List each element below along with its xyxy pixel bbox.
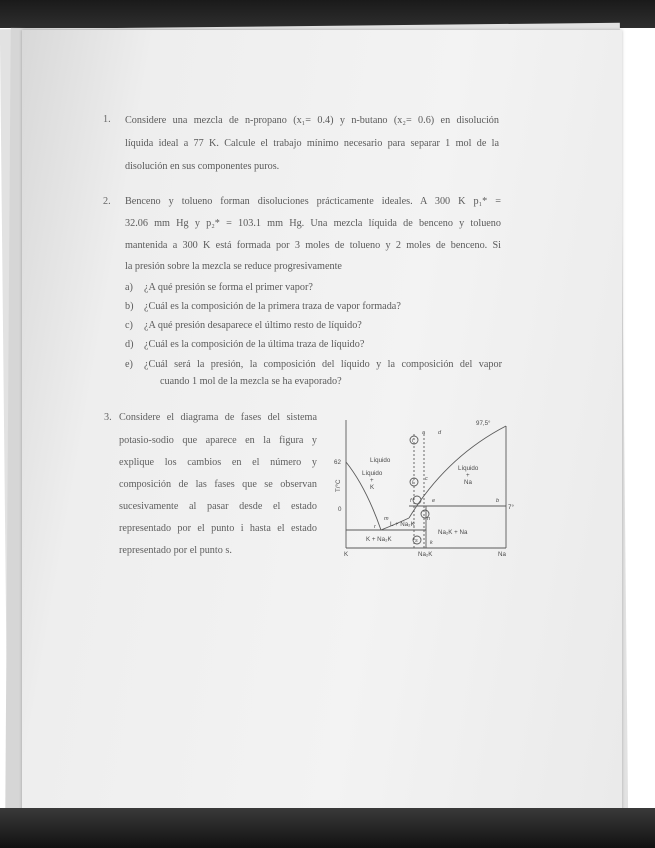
problem-text-line: representado por el punto i hasta el estado (119, 523, 317, 534)
problem-number: 1. (103, 114, 111, 125)
point-label: n (427, 516, 431, 522)
point-label: b (496, 498, 500, 504)
point-label: c (425, 476, 428, 482)
item-label: c) (125, 320, 133, 331)
y-axis-label: T/°C (335, 479, 342, 492)
item-label: a) (125, 282, 133, 293)
item-label: d) (125, 339, 134, 350)
point-label: l (412, 480, 414, 486)
temp-label-zero: 0 (338, 506, 342, 513)
temp-label-peritectic: 7° (508, 504, 514, 511)
region-l-na2k: L + Na₂K (390, 521, 415, 528)
region-k-na2k: K + Na₂K (366, 536, 392, 543)
problem-text-line: explique los cambios en el número y (119, 457, 317, 468)
phase-diagram (326, 412, 516, 562)
problem-text-line: la presión sobre la mezcla se reduce progresivamente (125, 261, 342, 272)
x-label-k: K (344, 551, 349, 558)
point-label: r (374, 524, 376, 530)
item-text: ¿Cuál es la composición de la última traza de líquido? (144, 339, 365, 350)
point-label: k (430, 540, 433, 546)
temp-label-k: 62 (334, 459, 341, 466)
problem-text-line: disolución en sus componentes puros. (125, 161, 280, 172)
x-label-na2k: Na₂K (418, 551, 433, 558)
point-label: e (432, 498, 436, 504)
problem-text-line: 32.06 mm Hg y p₂* = 103.1 mm Hg. Una mezcla líquida de benceno y tolueno (125, 218, 501, 229)
region-liquid: Líquido (370, 457, 391, 464)
region-na2k-na: Na₂K + Na (438, 529, 468, 536)
region-liquid-k-line3: K (370, 484, 375, 491)
item-text: ¿Cuál será la presión, la composición del líquido y la composición del vapor (144, 359, 502, 370)
item-label: b) (125, 301, 134, 312)
region-liquid-k-line1: Líquido (362, 470, 383, 477)
x-label-na: Na (498, 551, 506, 558)
region-liquid-k-line2: + (370, 477, 374, 484)
problem-number: 2. (103, 196, 111, 207)
item-label: e) (125, 359, 133, 370)
liquidus-na-branch (409, 426, 506, 518)
item-text: ¿Cuál es la composición de la primera traza de vapor formada? (144, 301, 401, 312)
problem-text-line: Considere el diagrama de fases del sistema (119, 412, 317, 423)
region-liquid-na-line3: Na (464, 479, 472, 486)
item-text: ¿A qué presión desaparece el último resto de líquido? (144, 320, 362, 331)
problem-text-line: mantenida a 300 K está formada por 3 moles de tolueno y 2 moles de benceno. Si (125, 240, 501, 251)
temp-label-na: 97,5° (476, 420, 491, 427)
point-label: i (412, 438, 414, 444)
region-liquid-na-line2: + (466, 472, 470, 479)
point-label: m (384, 516, 389, 522)
item-text-continuation: cuando 1 mol de la mezcla se ha evaporado? (160, 376, 342, 387)
point-label: a (422, 430, 426, 436)
problem-text-line: Benceno y tolueno forman disoluciones prácticamente ideales. A 300 K p₁* = (125, 196, 501, 207)
point-label: s (415, 538, 418, 544)
item-text: ¿A qué presión se forma el primer vapor? (144, 282, 313, 293)
region-liquid-na-line1: Líquido (458, 465, 479, 472)
point-label: d (438, 430, 442, 436)
point-label: f (410, 498, 412, 504)
problem-text-line: Considere una mezcla de n-propano (x₁= 0.4) y n-butano (x₂= 0.6) en disolución (125, 115, 499, 126)
problem-text-line: sucesivamente al pasar desde el estado (119, 501, 317, 512)
problem-text-line: líquida ideal a 77 K. Calcule el trabajo mínimo necesario para separar 1 mol de la (125, 138, 499, 149)
problem-text-line: potasio-sodio que aparece en la figura y (119, 435, 317, 446)
problem-text-line: composición de las fases que se observan (119, 479, 317, 490)
problem-number: 3. (104, 412, 112, 423)
problem-text-line: representado por el punto s. (119, 545, 232, 556)
